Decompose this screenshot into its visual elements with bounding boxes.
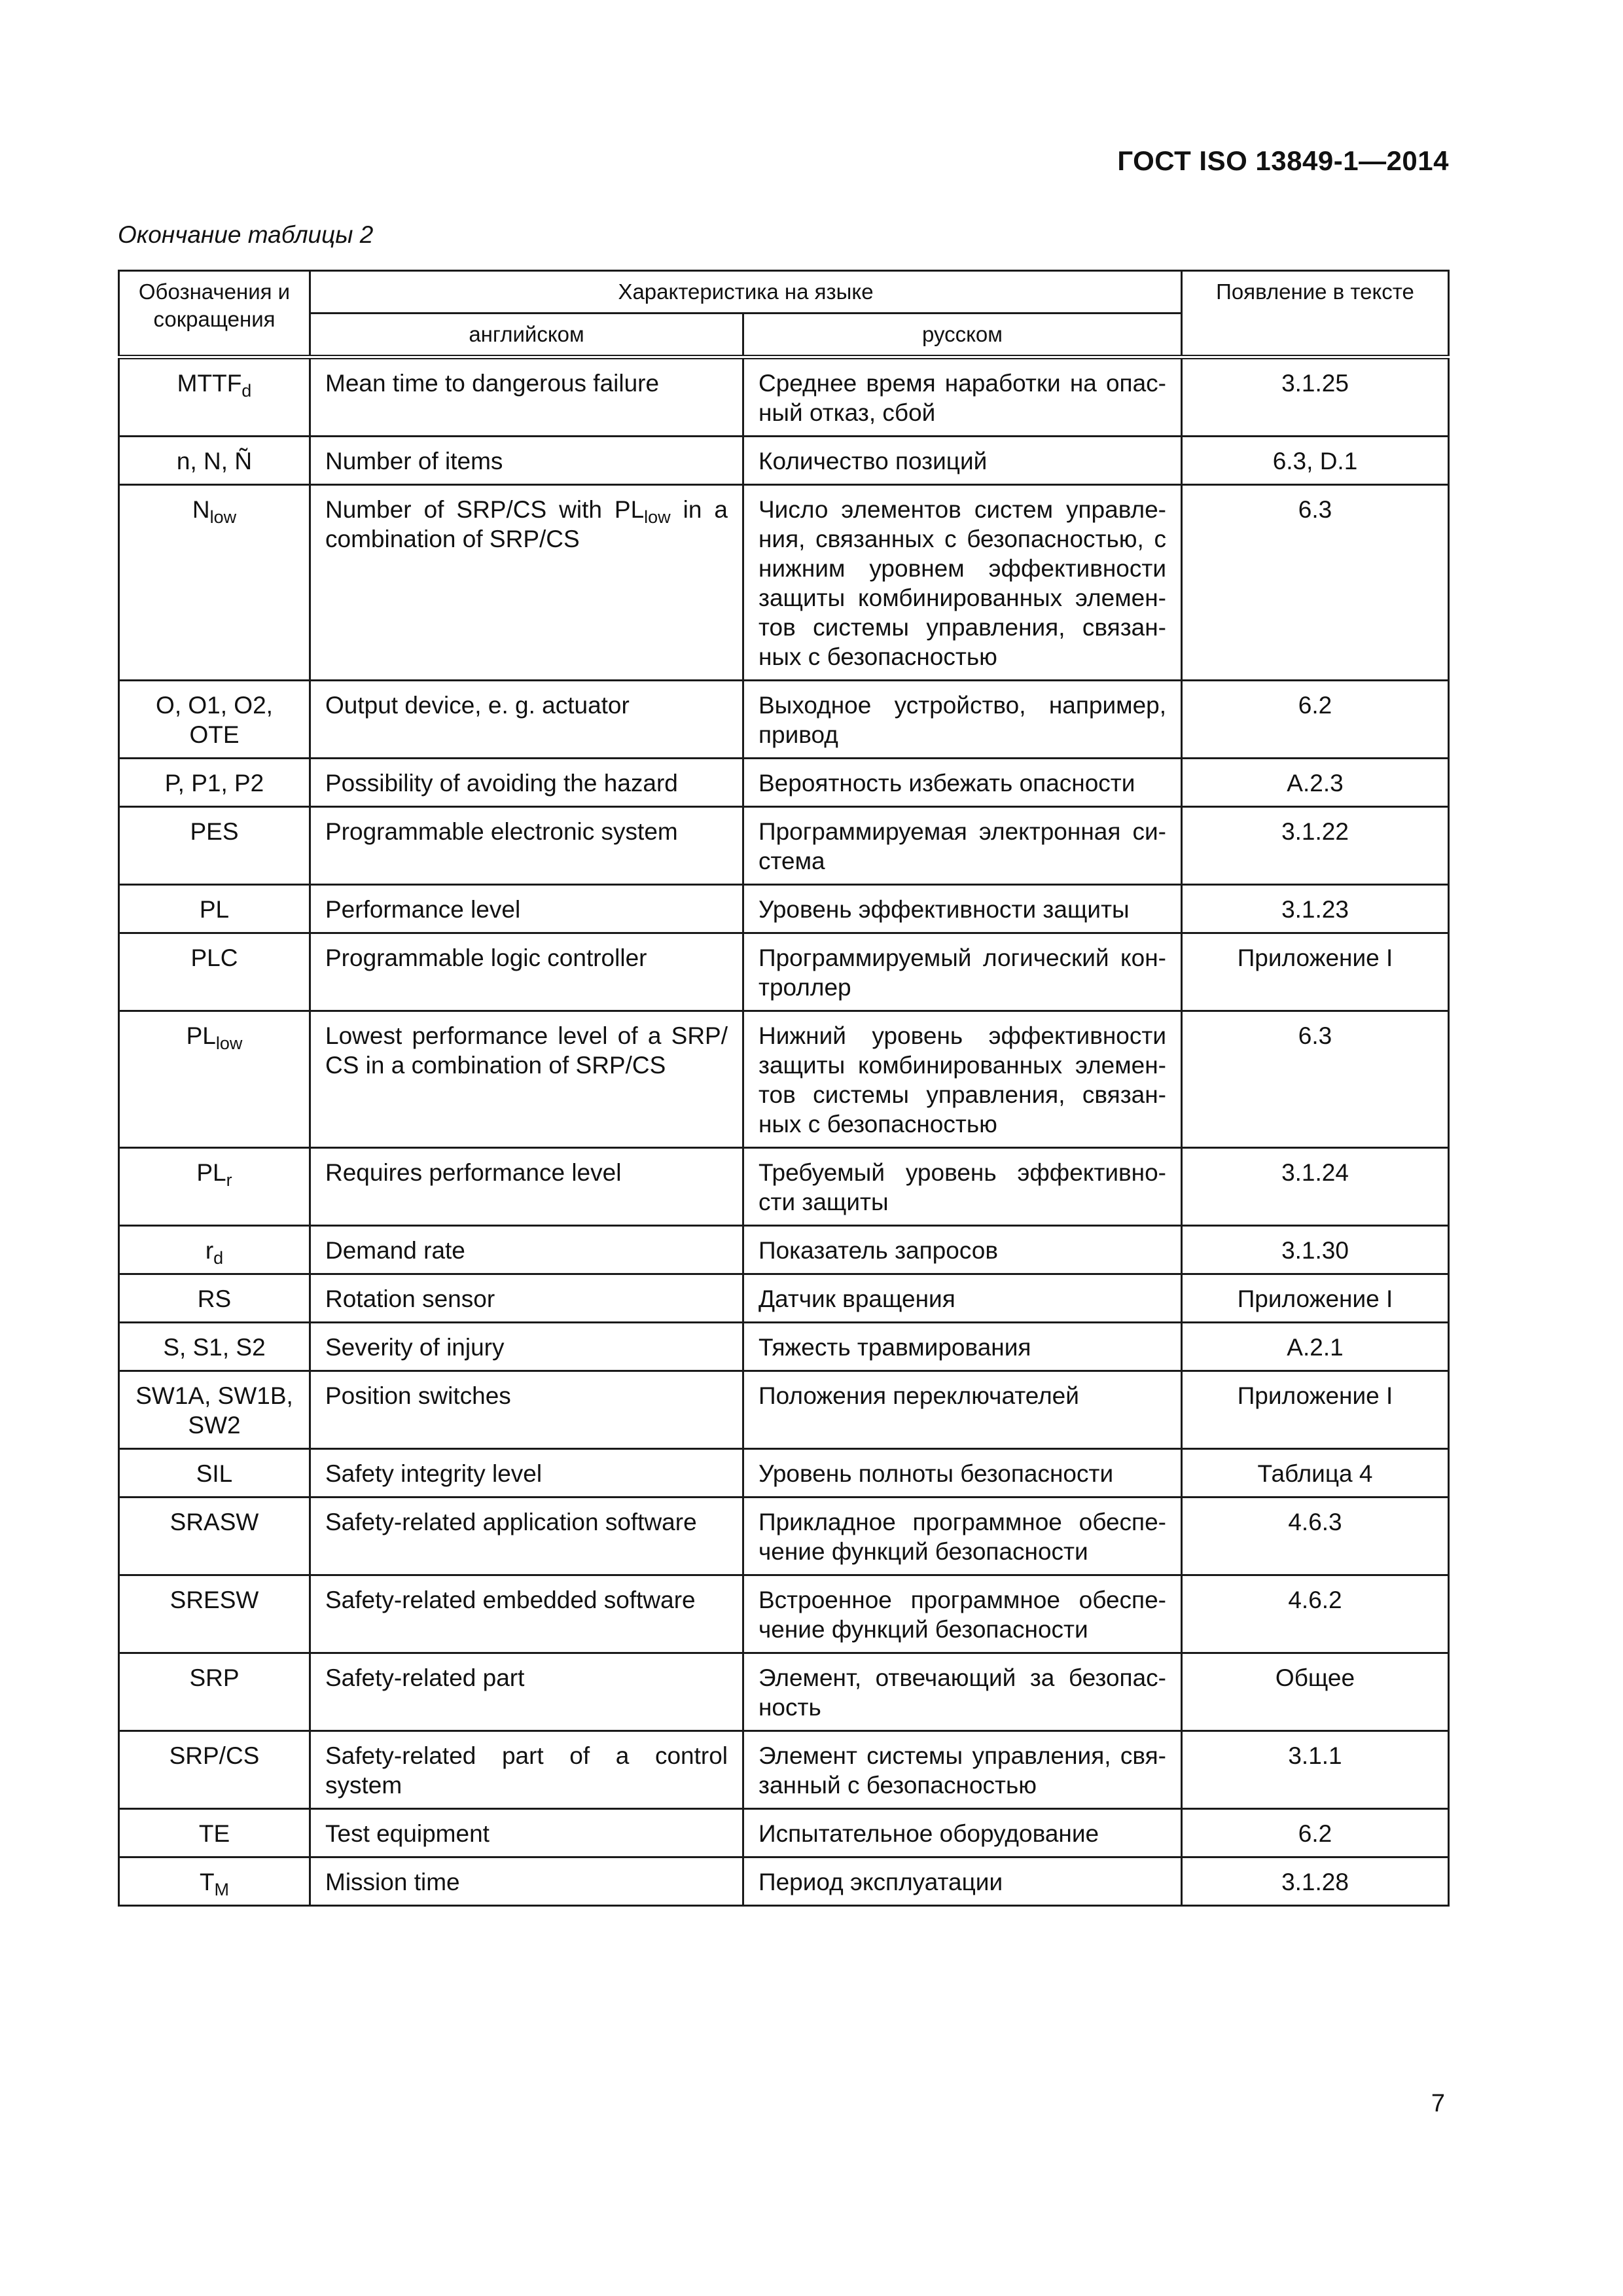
table-row — [119, 1226, 1449, 1274]
cell-russian: Тяжесть травмирования — [743, 1323, 1182, 1371]
cell-english: Demand rate — [310, 1226, 743, 1274]
table-row — [119, 885, 1449, 933]
cell-english: Safety-related application software — [310, 1498, 743, 1575]
cell-reference: 3.1.22 — [1182, 807, 1449, 885]
cell-russian: Нижний уровень эффективности защиты комбинированных элементов системы управления, связанных с безопасностью — [743, 1011, 1182, 1148]
cell-english: Programmable electronic system — [310, 807, 743, 885]
table-row — [119, 1731, 1449, 1809]
symbol-text: SRASW — [169, 1509, 259, 1535]
symbol-text: PES — [190, 818, 239, 845]
cell-russian: Программируемая электронная система — [743, 807, 1182, 885]
page-number: 7 — [1431, 2090, 1445, 2117]
english-subscript: low — [644, 507, 671, 527]
cell-russian: Требуемый уровень эффективности защиты — [743, 1148, 1182, 1226]
cell-symbol — [119, 437, 310, 485]
cell-russian: Вероятность избежать опасности — [743, 759, 1182, 807]
english-text: Number of SRP/CS with PL — [325, 496, 645, 523]
cell-symbol — [119, 1809, 310, 1857]
cell-reference: Таблица 4 — [1182, 1449, 1449, 1498]
cell-english: Performance level — [310, 885, 743, 933]
cell-symbol — [119, 1323, 310, 1371]
cell-reference: 6.3 — [1182, 485, 1449, 681]
cell-reference: 6.3 — [1182, 1011, 1449, 1148]
cell-english: Requires performance level — [310, 1148, 743, 1226]
cell-russian: Положения переключателей — [743, 1371, 1182, 1449]
cell-russian: Элемент системы управления, связанный с безопасностью — [743, 1731, 1182, 1809]
table-row — [119, 1148, 1449, 1226]
symbol-text: RS — [197, 1285, 232, 1312]
cell-reference: 6.2 — [1182, 681, 1449, 759]
table-row — [119, 759, 1449, 807]
cell-symbol — [119, 1274, 310, 1323]
table-row — [119, 1274, 1449, 1323]
table-body — [119, 357, 1449, 1906]
symbol-text: N — [192, 496, 210, 523]
cell-symbol — [119, 1449, 310, 1498]
cell-english: Output device, e. g. actuator — [310, 681, 743, 759]
cell-english: Mean time to dangerous failure — [310, 357, 743, 437]
symbol-text: PLC — [190, 944, 238, 971]
document-header: ГОСТ ISO 13849-1—2014 — [1117, 145, 1449, 176]
cell-reference: 3.1.30 — [1182, 1226, 1449, 1274]
cell-symbol — [119, 1498, 310, 1575]
cell-english: Safety-related part of a control system — [310, 1731, 743, 1809]
table-header — [119, 271, 1449, 357]
cell-symbol — [119, 681, 310, 759]
table-row — [119, 681, 1449, 759]
cell-russian: Прикладное программное обеспечение функций безопасности — [743, 1498, 1182, 1575]
cell-symbol — [119, 1653, 310, 1731]
symbol-text: n, N, Ñ — [176, 448, 253, 475]
symbol-text: SRP/CS — [169, 1742, 260, 1769]
table-row — [119, 1575, 1449, 1653]
table-row — [119, 357, 1449, 437]
cell-reference: 3.1.24 — [1182, 1148, 1449, 1226]
cell-reference: 3.1.1 — [1182, 1731, 1449, 1809]
table-row — [119, 1653, 1449, 1731]
cell-english: Test equipment — [310, 1809, 743, 1857]
header-characteristic: Характеристика на языке — [310, 271, 1182, 314]
cell-symbol — [119, 759, 310, 807]
symbol-text: SIL — [196, 1460, 233, 1487]
symbol-text: P, P1, P2 — [164, 770, 264, 797]
cell-english: Safety-related embedded software — [310, 1575, 743, 1653]
symbol-subscript: low — [209, 507, 237, 527]
header-russian: русском — [743, 314, 1182, 357]
cell-english: Mission time — [310, 1857, 743, 1906]
cell-english: Programmable logic controller — [310, 933, 743, 1011]
cell-english: Safety-related part — [310, 1653, 743, 1731]
symbol-text: r — [205, 1237, 214, 1264]
cell-english: Lowest performance level of a SRP/ CS in a combination of SRP/CS — [310, 1011, 743, 1148]
cell-symbol — [119, 1731, 310, 1809]
table-caption: Окончание таблицы 2 — [118, 221, 374, 248]
cell-english: Position switches — [310, 1371, 743, 1449]
table-row — [119, 485, 1449, 681]
cell-reference: 6.3, D.1 — [1182, 437, 1449, 485]
cell-symbol — [119, 357, 310, 437]
english-text: in a combination of SRP/CS — [325, 496, 728, 552]
table-row — [119, 1011, 1449, 1148]
symbol-text: S, S1, S2 — [163, 1334, 266, 1361]
symbol-text: PL — [186, 1022, 216, 1049]
cell-russian: Число элементов систем управления, связанных с безопасностью, с нижним уровнем эффективности защиты комбинированных элементов системы управления, связанных с безопасностью — [743, 485, 1182, 681]
cell-russian: Программируемый логический контроллер — [743, 933, 1182, 1011]
symbol-text: T — [199, 1869, 215, 1895]
cell-symbol — [119, 1011, 310, 1148]
cell-english: Safety integrity level — [310, 1449, 743, 1498]
table-row — [119, 1371, 1449, 1449]
table-row — [119, 1449, 1449, 1498]
symbol-subscript: d — [241, 381, 252, 401]
cell-reference: 4.6.2 — [1182, 1575, 1449, 1653]
cell-reference: Приложение I — [1182, 1274, 1449, 1323]
cell-reference: Общее — [1182, 1653, 1449, 1731]
cell-english: Number of items — [310, 437, 743, 485]
cell-english — [310, 485, 743, 681]
symbol-text: PL — [196, 1159, 226, 1186]
cell-russian: Среднее время наработки на опасный отказ, сбой — [743, 357, 1182, 437]
cell-russian: Выходное устройство, например, привод — [743, 681, 1182, 759]
cell-reference: Приложение I — [1182, 933, 1449, 1011]
symbol-text: MTTF — [177, 370, 242, 397]
cell-russian: Датчик вращения — [743, 1274, 1182, 1323]
cell-reference: 6.2 — [1182, 1809, 1449, 1857]
cell-reference: Приложение I — [1182, 1371, 1449, 1449]
cell-symbol — [119, 807, 310, 885]
cell-russian: Уровень полноты безопасности — [743, 1449, 1182, 1498]
symbol-text: SRESW — [169, 1587, 259, 1613]
cell-russian: Испытательное оборудование — [743, 1809, 1182, 1857]
symbol-text: O, O1, O2, OTE — [156, 692, 273, 748]
cell-reference: 3.1.25 — [1182, 357, 1449, 437]
cell-reference: A.2.1 — [1182, 1323, 1449, 1371]
cell-symbol — [119, 1371, 310, 1449]
cell-english: Rotation sensor — [310, 1274, 743, 1323]
cell-reference: 3.1.28 — [1182, 1857, 1449, 1906]
cell-symbol — [119, 1148, 310, 1226]
symbol-text: PL — [199, 896, 230, 923]
cell-reference: A.2.3 — [1182, 759, 1449, 807]
symbol-text: SW1A, SW1B, SW2 — [135, 1382, 293, 1439]
cell-reference: 4.6.3 — [1182, 1498, 1449, 1575]
header-reference: Появление в тексте — [1182, 271, 1449, 357]
header-abbr: Обозначения и сокращения — [119, 271, 310, 357]
symbol-text: TE — [198, 1820, 230, 1847]
cell-symbol — [119, 933, 310, 1011]
cell-symbol — [119, 1575, 310, 1653]
table-row — [119, 1323, 1449, 1371]
table-row — [119, 437, 1449, 485]
symbol-subscript: d — [213, 1248, 224, 1268]
cell-russian: Встроенное программное обеспечение функций безопасности — [743, 1575, 1182, 1653]
symbol-text: SRP — [189, 1664, 240, 1691]
cell-symbol — [119, 885, 310, 933]
cell-russian: Уровень эффективности защиты — [743, 885, 1182, 933]
table-row — [119, 1809, 1449, 1857]
table-row — [119, 807, 1449, 885]
cell-english: Severity of injury — [310, 1323, 743, 1371]
cell-symbol — [119, 485, 310, 681]
cell-english: Possibility of avoiding the hazard — [310, 759, 743, 807]
cell-russian: Показатель запросов — [743, 1226, 1182, 1274]
symbol-subscript: M — [214, 1880, 230, 1899]
cell-reference: 3.1.23 — [1182, 885, 1449, 933]
cell-russian: Количество позиций — [743, 437, 1182, 485]
cell-symbol — [119, 1857, 310, 1906]
symbol-subscript: r — [226, 1170, 232, 1190]
table-row — [119, 1498, 1449, 1575]
cell-symbol — [119, 1226, 310, 1274]
header-english: английском — [310, 314, 743, 357]
abbreviations-table — [118, 270, 1450, 1907]
table-row — [119, 933, 1449, 1011]
table-row — [119, 1857, 1449, 1906]
cell-russian: Период эксплуатации — [743, 1857, 1182, 1906]
symbol-subscript: low — [215, 1033, 243, 1053]
cell-russian: Элемент, отвечающий за безопасность — [743, 1653, 1182, 1731]
